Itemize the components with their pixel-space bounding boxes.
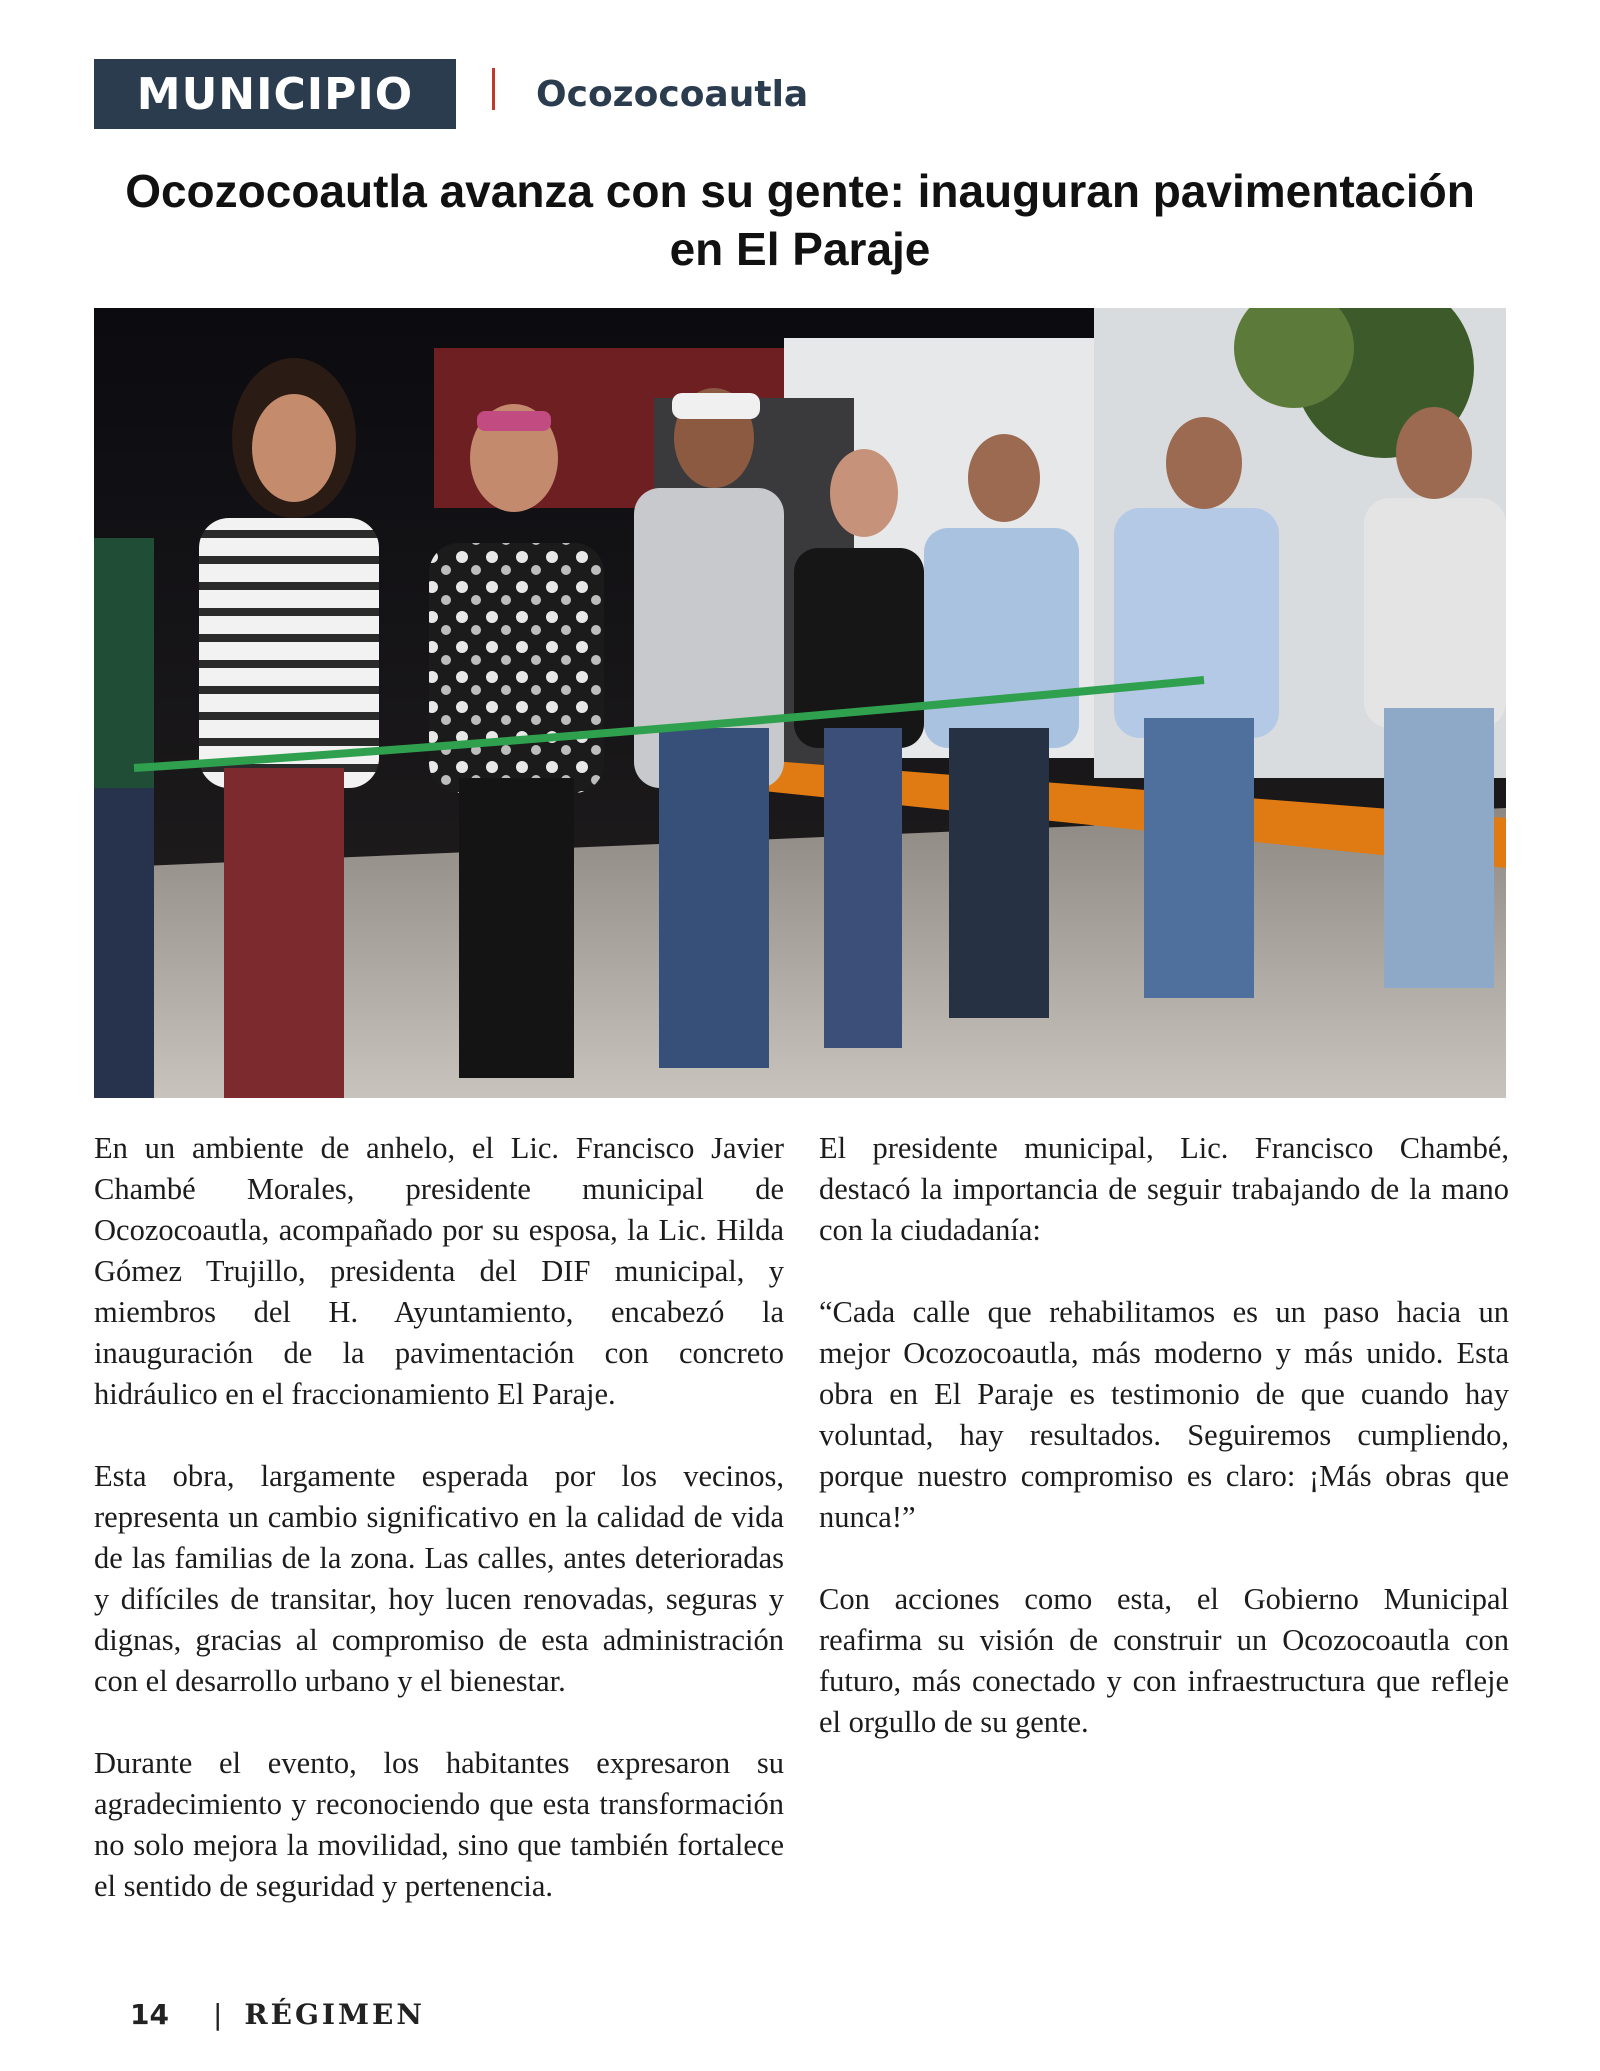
photo-ribbon-cutting-ceremony-icon xyxy=(94,308,1506,1098)
article-paragraph: Con acciones como esta, el Gobierno Municipal reafirma su visión de construir un Ocozocoautla con futuro, más conectado y con infraestructura que refleje el orgullo de su gente. xyxy=(819,1582,1509,1739)
article-headline: Ocozocoautla avanza con su gente: inauguran pavimentación en El Paraje xyxy=(125,165,1475,275)
article-column-right xyxy=(819,1128,1509,1784)
page-number: 14 xyxy=(130,1997,169,2031)
section-tag: MUNICIPIO xyxy=(94,59,456,129)
article-paragraph: Durante el evento, los habitantes expresaron su agradecimiento y reconociendo que esta transformación no solo mejora la movilidad, sino que también fortalece el sentido de seguridad y pertenencia. xyxy=(94,1746,784,1903)
article-photo xyxy=(94,308,1506,1098)
article-paragraph: Esta obra, largamente esperada por los vecinos, representa un cambio significativo en la calidad de vida de las familias de la zona. Las calles, antes deterioradas y difíciles de transitar, hoy lucen renovadas, seguras y dignas, gracias al compromiso de esta administración con el desarrollo urbano y el bienestar. xyxy=(94,1459,784,1698)
article-column-left xyxy=(94,1128,784,1948)
article-paragraph: El presidente municipal, Lic. Francisco Chambé, destacó la importancia de seguir trabajando de la mano con la ciudadanía: xyxy=(819,1131,1509,1247)
tag-divider xyxy=(492,68,495,110)
page-footer xyxy=(130,1992,425,2036)
section-subtitle: Ocozocoautla xyxy=(536,73,809,115)
magazine-name: RÉGIMEN xyxy=(244,1997,425,2031)
article-paragraph: En un ambiente de anhelo, el Lic. Francisco Javier Chambé Morales, presidente municipal de Ocozocoautla, acompañado por su esposa, la Lic. Hilda Gómez Trujillo, presidenta del DIF municipal, y miembros del H. Ayuntamiento, encabezó la inauguración de la pavimentación con concreto hidráulico en el fraccionamiento El Paraje. xyxy=(94,1131,784,1411)
footer-divider: | xyxy=(212,1997,223,2031)
article-quote: “Cada calle que rehabilitamos es un paso hacia un mejor Ocozocoautla, más moderno y más unido. Esta obra en El Paraje es testimonio de que cuando hay voluntad, hay resultados. Seguiremos cumpliendo, porque nuestro compromiso es claro: ¡Más obras que nunca!” xyxy=(819,1295,1509,1534)
